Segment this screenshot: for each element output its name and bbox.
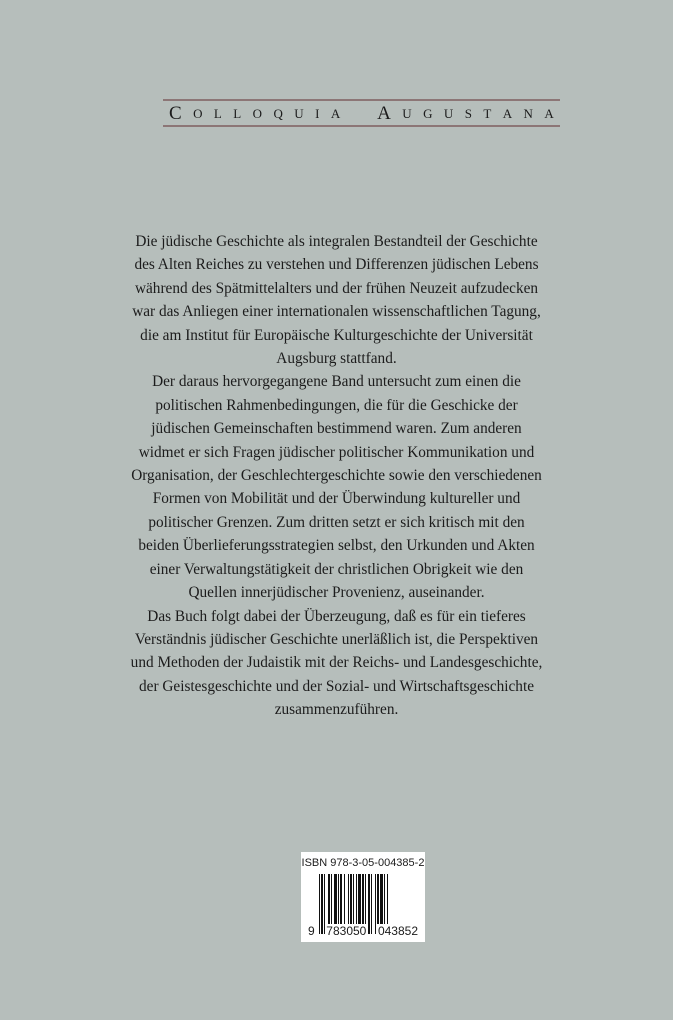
blurb-line: des Alten Reiches zu verstehen und Differenzen jüdischen Lebens (134, 256, 539, 274)
blurb-line: Verständnis jüdischer Geschichte unerläßlich ist, die Perspektiven (134, 630, 539, 648)
blurb-line: Quellen innerjüdischer Provenienz, auseinander. (188, 584, 485, 602)
blurb-line: Das Buch folgt dabei der Überzeugung, daß es für ein tieferes (147, 607, 526, 625)
series-letter: N (523, 106, 533, 121)
series-letter: A (377, 103, 391, 124)
bottom-rule (163, 125, 560, 127)
blurb-line: Der daraus hervorgegangene Band untersucht zum einen die (152, 373, 521, 391)
blurb-line: Augsburg stattfand. (276, 350, 397, 368)
blurb-line: Organisation, der Geschlechtergeschichte sowie den verschiedenen (131, 467, 542, 485)
series-letter: I (315, 106, 320, 121)
barcode-digit-group: 783050 (326, 924, 367, 938)
barcode-digit-group: 9 (308, 924, 315, 938)
blurb-line: Formen von Mobilität und der Überwindung kultureller und (152, 490, 521, 508)
series-letter: Q (273, 106, 283, 121)
series-letter: U (443, 106, 454, 121)
blurb-line: beiden Überlieferungsstrategien selbst, den Urkunden und Akten (138, 537, 535, 555)
blurb-line: und Methoden der Judaistik mit der Reichs- und Landesgeschichte, (130, 654, 543, 672)
series-letter: O (252, 106, 263, 121)
blurb-text (120, 230, 553, 722)
series-letter: L (213, 106, 222, 121)
series-letter: T (483, 106, 492, 121)
blurb-line: widmet er sich Fragen jüdischer politischer Kommunikation und (138, 443, 535, 461)
isbn-barcode (301, 852, 425, 942)
series-letter: A (330, 106, 341, 121)
blurb-line: jüdischen Gemeinschaften bestimmend waren. Zum anderen (151, 420, 522, 438)
blurb-line: war das Anliegen einer internationalen wissenschaftlichen Tagung, (132, 303, 541, 321)
series-letter: U (402, 106, 412, 121)
blurb-line: während des Spätmittelalters und der frühen Neuzeit aufzudecken (134, 279, 539, 297)
top-rule (163, 99, 560, 101)
isbn-label: ISBN 978-3-05-004385-2 (301, 857, 425, 869)
series-letter: U (294, 106, 304, 121)
series-letter: O (193, 106, 203, 121)
series-title (163, 102, 560, 126)
blurb-line: der Geistesgeschichte und der Sozial- und Wirtschaftsgeschichte (139, 677, 534, 695)
blurb-line: politischen Rahmenbedingungen, die für die Geschicke der (155, 396, 518, 414)
series-letter: C (169, 103, 182, 124)
series-letter: L (233, 106, 242, 121)
blurb-line: die am Institut für Europäische Kulturgeschichte der Universität (140, 326, 533, 344)
blurb-line: Die jüdische Geschichte als integralen Bestandteil der Geschichte (135, 233, 538, 250)
blurb-line: politischer Grenzen. Zum dritten setzt er sich kritisch mit den (148, 513, 525, 531)
series-letter: G (423, 106, 433, 121)
series-letter: A (502, 106, 513, 121)
blurb-line: einer Verwaltungstätigkeit der christlichen Obrigkeit wie den (149, 560, 524, 578)
barcode-digit-group: 043852 (377, 924, 418, 938)
series-letter: S (464, 106, 472, 121)
barcode-digits (307, 924, 419, 938)
blurb-line: zusammenzuführen. (274, 701, 399, 719)
series-letter: A (544, 106, 554, 121)
